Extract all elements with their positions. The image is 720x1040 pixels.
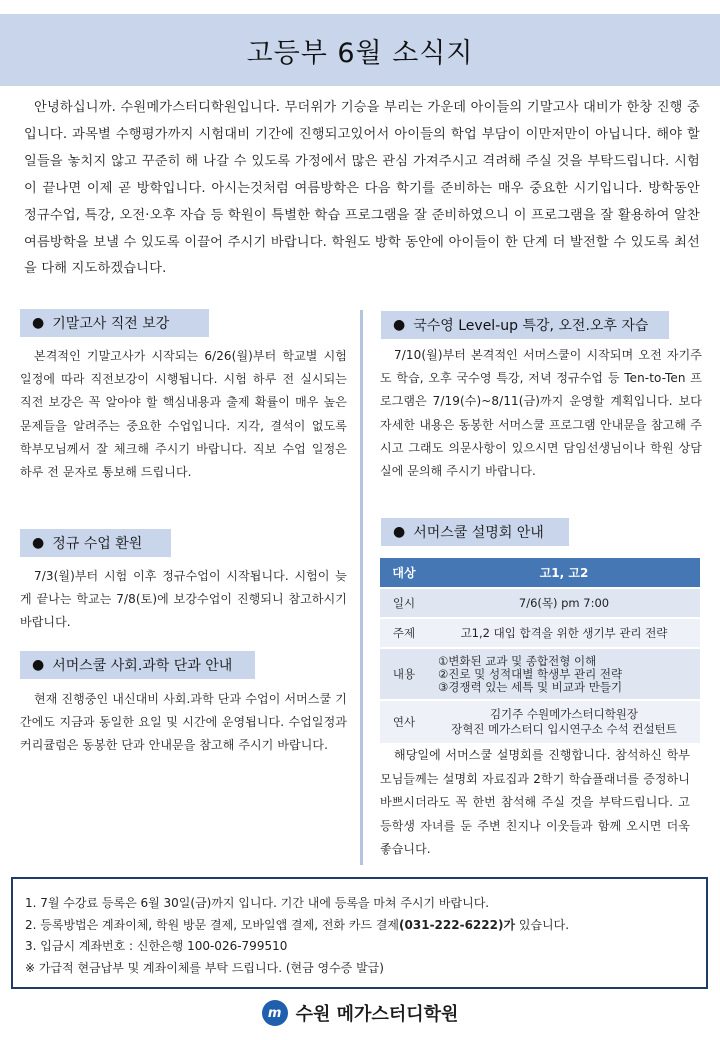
section-title: 기말고사 직전 보강 [52, 316, 170, 332]
notice-line: 1. 7월 수강료 등록은 6월 30일(금)까지 입니다. 기간 내에 등록을 마쳐 주시기 바랍니다. [25, 896, 490, 910]
payment-notice-box [11, 877, 708, 989]
table-header-label: 대상 [380, 558, 428, 587]
section-body-summer-social-science: 현재 진행중인 내신대비 사회.과학 단과 수업이 서머스쿨 기간에도 지금과 동일한 요일 및 시간에 운영됩니다. 수업일정과 커리큘럼은 동봉한 단과 안내문을 참고해 주시기 바랍니다. [20, 692, 347, 753]
notice-line-text: 있습니다. [515, 917, 570, 932]
table-row-value: 고1,2 대입 합격을 위한 생기부 관리 전략 [428, 619, 700, 647]
page-title: 고등부 6월 소식지 [246, 37, 474, 69]
section-title: 정규 수업 환원 [52, 536, 143, 552]
table-row [380, 619, 700, 647]
section-header-final-exam [20, 309, 209, 337]
bullet-icon: ● [393, 524, 406, 540]
bullet-icon: ● [32, 315, 45, 331]
section-title: 서머스쿨 설명회 안내 [413, 525, 544, 541]
notice-line: ※ 가급적 현금납부 및 계좌이체를 부탁 드립니다. (현금 영수증 발급) [25, 960, 384, 975]
table-row [380, 649, 700, 699]
section-header-summer-social-science [20, 651, 255, 679]
content-line: ③경쟁력 있는 세특 및 비교과 만들기 [438, 679, 623, 694]
table-row-label: 주제 [380, 619, 428, 647]
table-header-row [380, 558, 700, 587]
table-row [380, 589, 700, 617]
content-line: ①변화된 교과 및 종합전형 이해 [438, 653, 597, 668]
section-body-final-exam: 본격적인 기말고사가 시작되는 6/26(월)부터 학교별 시험 일정에 따라 직전보강이 시행됩니다. 시험 하루 전 실시되는 직전 보강은 꼭 알아야 할 핵심내용과 출제 확률이 매우 높은 문제들을 알려주는 중요한 수업입니다. 지각, 결석이 없도록 학부모님께서 잘 체크해 주시기 바랍니다. 직보 수업 일정은 하루 전 문자로 통보해 드립니다. [20, 349, 347, 480]
table-row-value: 7/6(목) pm 7:00 [428, 589, 700, 617]
speaker-line: 김기주 수원메가스터디학원장 [489, 707, 639, 721]
column-divider [360, 310, 363, 865]
bullet-icon: ● [32, 535, 45, 551]
briefing-info-table [380, 556, 700, 745]
title-banner [0, 14, 720, 86]
bullet-icon: ● [393, 317, 406, 333]
section-body-summer-briefing: 해당일에 서머스쿨 설명회를 진행합니다. 참석하신 학부모님들께는 설명회 자료집과 2학기 학습플래너를 증정하니 바쁘시더라도 꼭 한번 참석해 주실 것을 부탁드립니다. 고등학생 자녀를 둔 주변 친지나 이웃들과 함께 오시면 더욱 좋습니다. [380, 748, 690, 856]
section-body-levelup: 7/10(월)부터 본격적인 서머스쿨이 시작되며 오전 자기주도 학습, 오후 국수영 특강, 저녁 정규수업 등 Ten-to-Ten 프로그램은 7/19(수)~8/11(금)까지 운영할 계획입니다. 보다 자세한 내용은 동봉한 서머스쿨 프로그램 안내문을 참고해 주시고 그래도 의문사항이 있으시면 담임선생님이나 학원 상담실에 문의해 주시기 바랍니다. [380, 348, 702, 479]
section-body-regular-class: 7/3(월)부터 시험 이후 정규수업이 시작됩니다. 시험이 늦게 끝나는 학교는 7/8(토)에 보강수업이 진행되니 참고하시기 바랍니다. [20, 569, 347, 630]
table-row-value [428, 701, 700, 743]
speaker-line: 장혁진 메가스터디 입시연구소 수석 컨설턴트 [451, 722, 677, 736]
content-line: ②진로 및 성적대별 학생부 관리 전략 [438, 666, 623, 681]
notice-line-text: 2. 등록방법은 계좌이체, 학원 방문 결제, 모바일앱 결제, 전화 카드 결제 [25, 917, 400, 932]
notice-line [25, 915, 694, 937]
bullet-icon: ● [32, 657, 45, 673]
section-title: 서머스쿨 사회.과학 단과 안내 [52, 658, 233, 674]
table-row-label: 내용 [380, 649, 428, 699]
section-header-regular-class [20, 529, 171, 557]
section-header-summer-briefing [381, 518, 569, 546]
table-row-label: 연사 [380, 701, 428, 743]
table-row-value [428, 649, 700, 699]
section-title: 국수영 Level-up 특강, 오전.오후 자습 [413, 318, 649, 334]
notice-line: 3. 입금시 계좌번호 : 신한은행 100-026-799510 [25, 939, 288, 953]
academy-logo [0, 998, 720, 1028]
intro-paragraph: 안녕하십니까. 수원메가스터디학원입니다. 무더위가 기승을 부리는 가운데 아이들의 기말고사 대비가 한창 진행 중입니다. 과목별 수행평가까지 시험대비 기간에 진행되고있어서 아이들의 학업 부담이 이만저만이 아닙니다. 해야 할 일들을 놓치지 않고 꾸준히 해 나갈 수 있도록 가정에서 많은 관심 가져주시고 격려해 주실 것을 부탁드립니다. 시험이 끝나면 이제 곧 방학입니다. 아시는것처럼 여름방학은 다음 학기를 준비하는 매우 중요한 시기입니다. 방학동안 정규수업, 특강, 오전·오후 자습 등 학원이 특별한 학습 프로그램을 잘 준비하였으니 이 프로그램을 잘 활용하여 알찬 여름방학을 보낼 수 있도록 이끌어 주시기 바랍니다. 학원도 방학 동안에 아이들이 한 단계 더 발전할 수 있도록 최선을 다해 지도하겠습니다. [24, 100, 700, 277]
section-header-levelup [381, 311, 669, 339]
phone-number: (031-222-6222)가 [399, 917, 516, 932]
table-row-label: 일시 [380, 589, 428, 617]
table-header-value: 고1, 고2 [428, 558, 700, 587]
logo-mark-icon: m [262, 1000, 288, 1026]
table-row [380, 701, 700, 743]
logo-text: 수원 메가스터디학원 [295, 1004, 459, 1025]
